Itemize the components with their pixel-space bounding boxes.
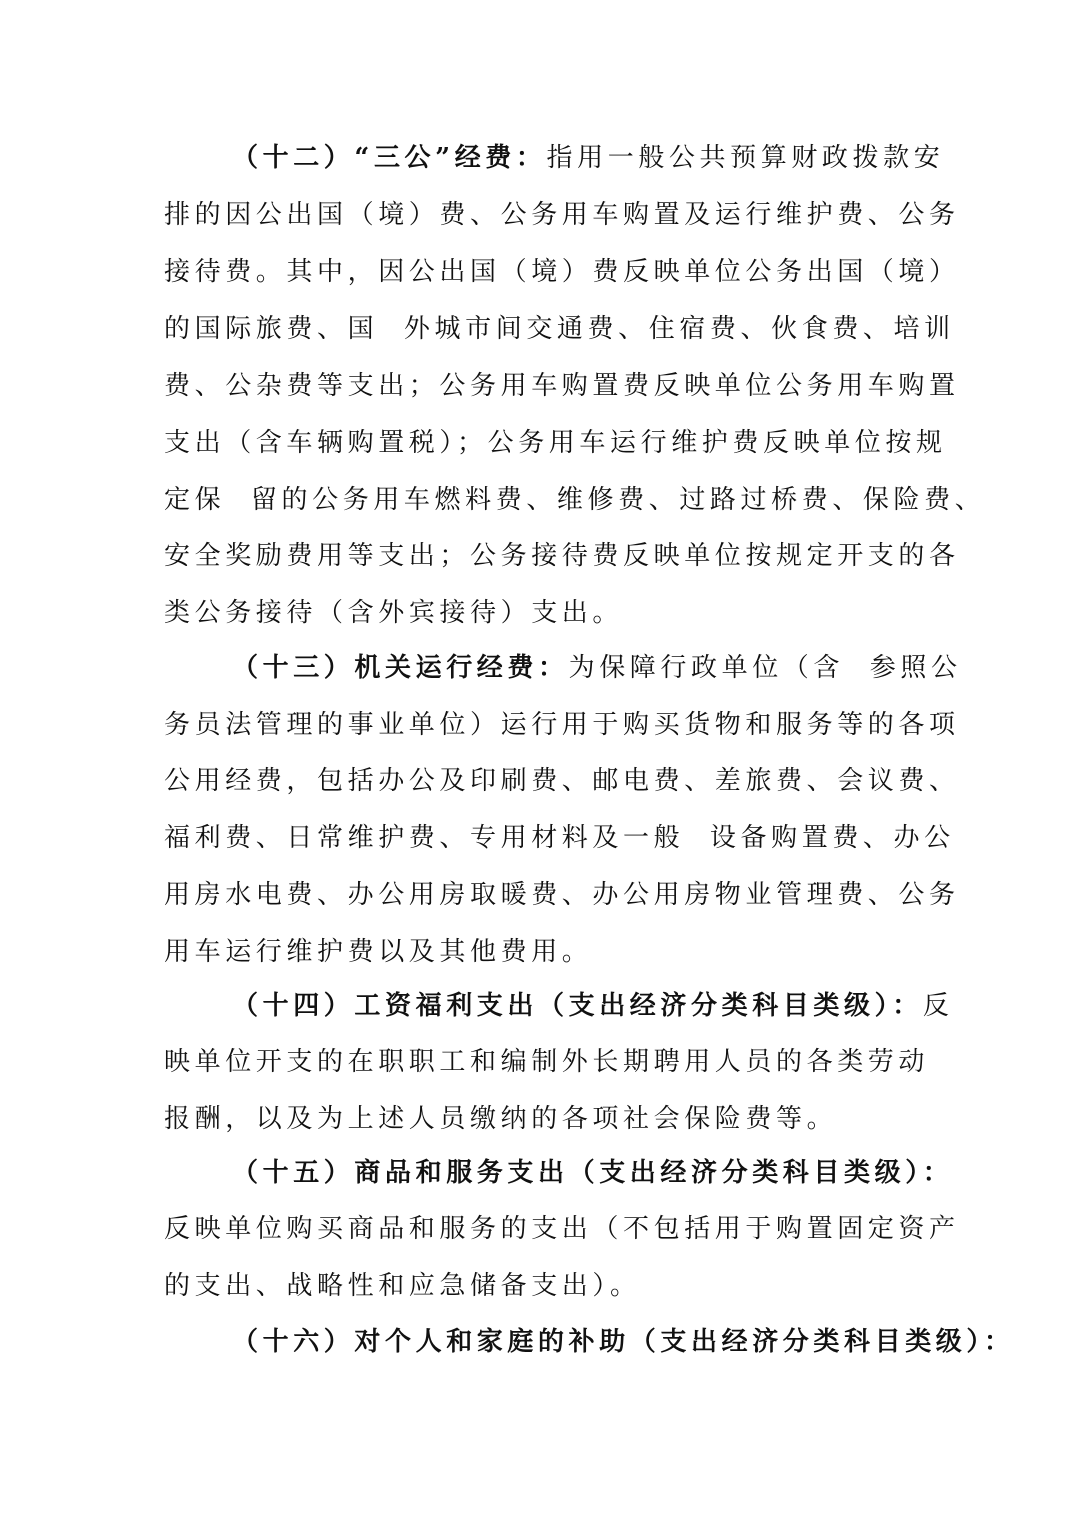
section-heading: （十五）商品和服务支出（支出经济分类科目类级）： <box>232 1158 954 1188</box>
text-line <box>232 651 962 685</box>
text-line: 排的因公出国（境）费、公务用车购置及运行维护费、公务 <box>164 200 960 230</box>
text-line: 类公务接待（含外宾接待）支出。 <box>164 598 624 628</box>
text-line <box>232 989 954 1023</box>
text-line: 支出（含车辆购置税）；公务用车运行维护费反映单位按规 <box>164 428 947 458</box>
line-text: 指用一般公共预算财政拨款安 <box>546 143 945 173</box>
line-text: 为保障行政单位（含 参照公 <box>568 653 962 683</box>
section-heading: （十二）“三公”经费： <box>232 143 547 173</box>
section-heading: （十四）工资福利支出（支出经济分类科目类级）： <box>232 991 923 1021</box>
text-line <box>232 141 945 175</box>
text-line: 定保 留的公务用车燃料费、维修费、过路过桥费、保险费、 <box>164 485 986 515</box>
text-line: 反映单位购买商品和服务的支出（不包括用于购置固定资产 <box>164 1214 960 1244</box>
text-line: 费、公杂费等支出；公务用车购置费反映单位公务用车购置 <box>164 371 960 401</box>
text-line: 的支出、战略性和应急储备支出）。 <box>164 1271 641 1301</box>
text-line: 的国际旅费、国 外城市间交通费、住宿费、伙食费、培训 <box>164 314 955 344</box>
text-line <box>232 1156 954 1190</box>
text-line: 用车运行维护费以及其他费用。 <box>164 937 593 967</box>
text-line <box>232 1325 1015 1359</box>
text-line: 接待费。其中，因公出国（境）费反映单位公务出国（境） <box>164 257 960 287</box>
text-line: 福利费、日常维护费、专用材料及一般 设备购置费、办公 <box>164 823 955 853</box>
text-line: 安全奖励费用等支出；公务接待费反映单位按规定开支的各 <box>164 541 960 571</box>
text-line: 映单位开支的在职职工和编制外长期聘用人员的各类劳动 <box>164 1047 930 1077</box>
section-heading: （十三）机关运行经费： <box>232 653 569 683</box>
text-line: 务员法管理的事业单位）运行用于购买货物和服务等的各项 <box>164 710 960 740</box>
line-text: 反 <box>922 991 954 1021</box>
text-line: 用房水电费、办公用房取暖费、办公用房物业管理费、公务 <box>164 880 960 910</box>
text-line: 报酬，以及为上述人员缴纳的各项社会保险费等。 <box>164 1104 838 1134</box>
section-heading: （十六）对个人和家庭的补助（支出经济分类科目类级）： <box>232 1327 1015 1357</box>
text-line: 公用经费，包括办公及印刷费、邮电费、差旅费、会议费、 <box>164 766 960 796</box>
